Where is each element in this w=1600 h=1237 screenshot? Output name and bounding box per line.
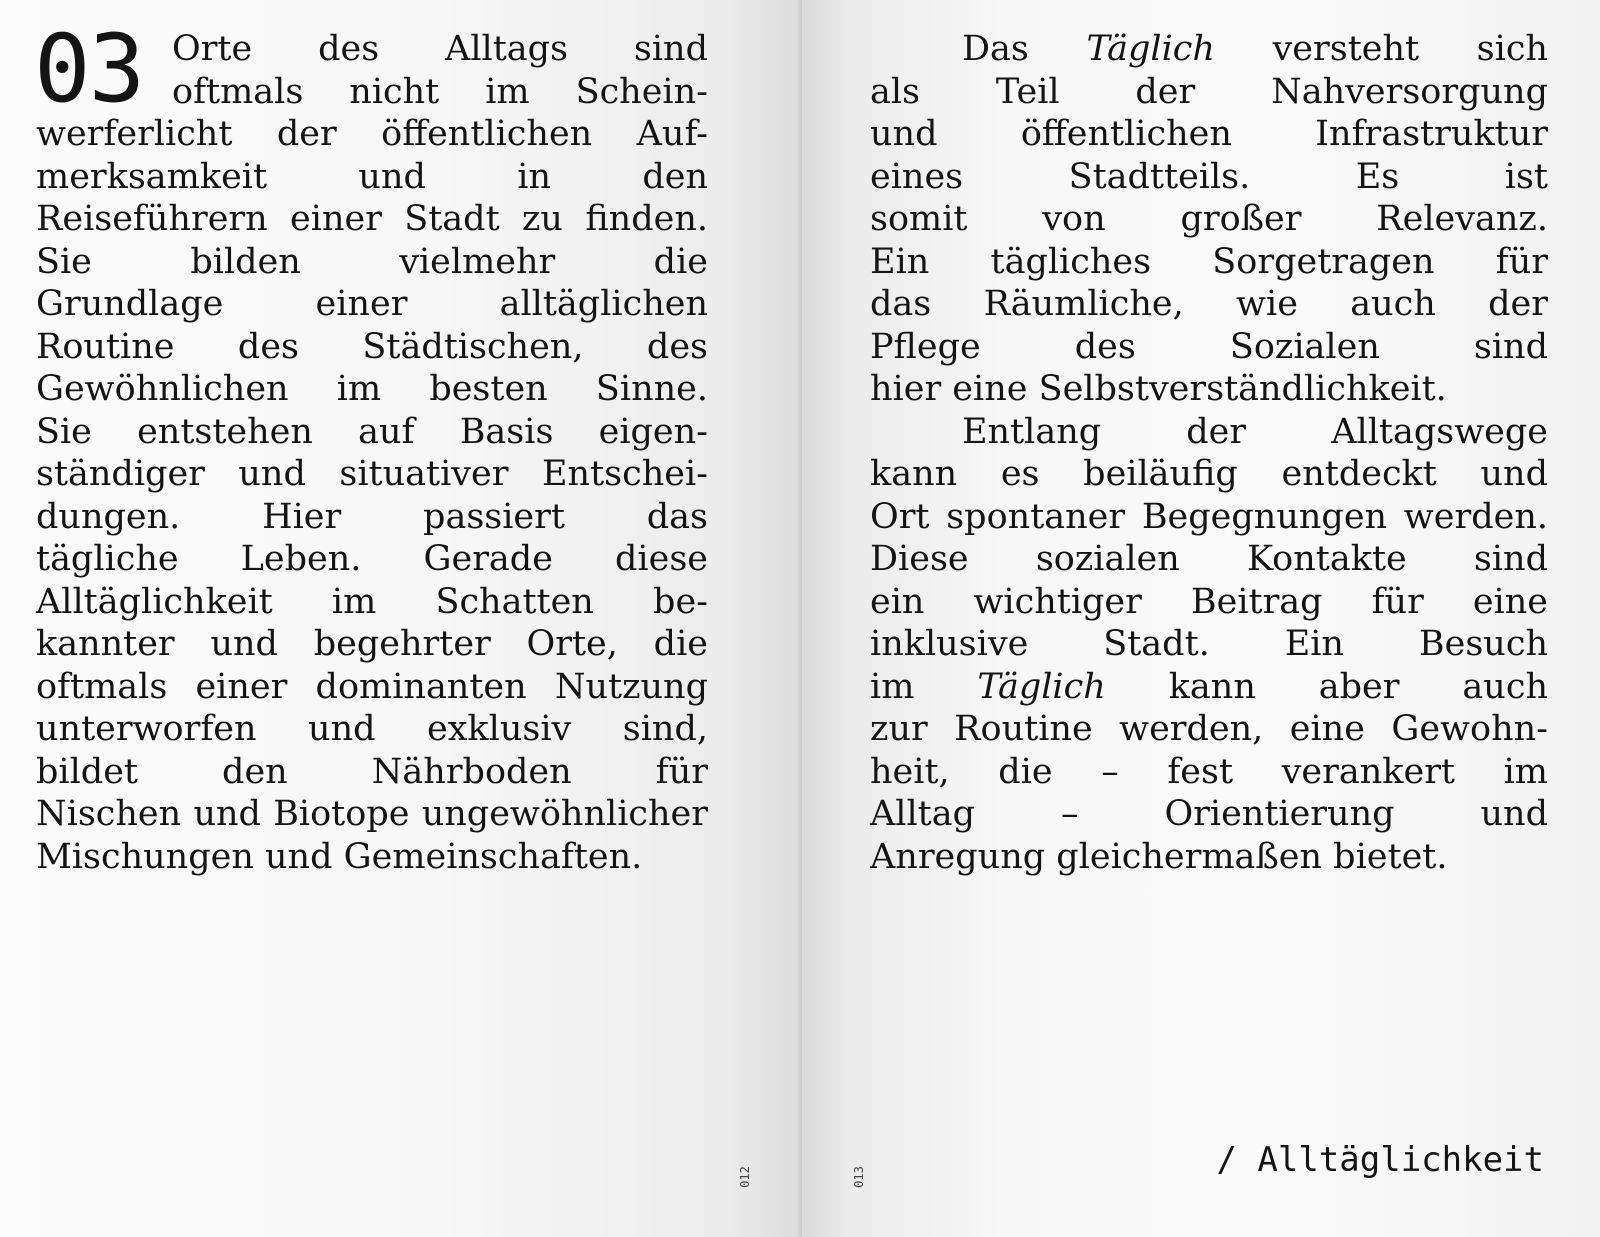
text-line: hier eine Selbstverständlichkeit. [870, 369, 1447, 409]
text-line: als Teil der Nahversorgung [870, 71, 1548, 112]
text-line: somit von großer Relevanz. [870, 199, 1548, 239]
word: kann aber auch [1168, 666, 1548, 707]
text-line: das Räumliche, wie auch der [870, 284, 1548, 324]
right-body-text [870, 28, 1548, 878]
page-number-left: 012 [738, 1166, 752, 1188]
text-line: Alltag – Orientierung und [870, 794, 1548, 834]
text-line: ein wichtiger Beitrag für eine [870, 581, 1548, 622]
text-line: Orte des Alltags sind [172, 29, 708, 69]
text-line: heit, die – fest verankert im [870, 751, 1548, 792]
text-line: Ort spontaner Begegnungen werden. [870, 496, 1548, 537]
word: versteht sich [1272, 29, 1548, 69]
text-line: zur Routine werden, eine Gewohn- [870, 709, 1548, 749]
text-line: Reiseführern einer Stadt zu finden. [36, 199, 708, 239]
text-line: Diese sozialen Kontakte sind [870, 539, 1548, 579]
text-line: kann es beiläufig entdeckt und [870, 454, 1548, 494]
text-line: oftmals einer dominanten Nutzung [36, 666, 708, 707]
italic-title: Täglich [1086, 29, 1215, 69]
text-line: tägliche Leben. Gerade diese [36, 539, 708, 579]
text-line: ständiger und situativer Entschei- [36, 454, 708, 494]
text-line: Sie bilden vielmehr die [36, 241, 708, 282]
text-line: bildet den Nährboden für [36, 751, 708, 792]
section-title: / Alltäglichkeit [1216, 1140, 1544, 1180]
text-line: unterworfen und exklusiv sind, [36, 709, 708, 749]
text-line: oftmals nicht im Schein- [172, 71, 708, 112]
left-body-text [36, 28, 708, 878]
page-number-right: 013 [852, 1166, 866, 1188]
text-line: merksamkeit und in den [36, 156, 708, 197]
italic-title: Täglich [977, 666, 1106, 707]
text-line: Grundlage einer alltäglichen [36, 284, 708, 324]
text-line [870, 28, 1548, 71]
text-line: Entlang der Alltagswege [962, 411, 1548, 452]
word: im [870, 666, 915, 707]
text-line: Gewöhnlichen im besten Sinne. [36, 369, 708, 409]
text-line: Alltäglichkeit im Schatten be- [36, 581, 708, 622]
text-line: Nischen und Biotope ungewöhnlicher [36, 794, 708, 834]
text-line: kannter und begehrter Orte, die [36, 624, 708, 664]
chapter-number: 03 [34, 15, 144, 124]
text-line: dungen. Hier passiert das [36, 496, 708, 537]
text-line [870, 666, 1548, 709]
text-line: Routine des Städtischen, des [36, 326, 708, 367]
word: Das [962, 29, 1029, 69]
text-line: und öffentlichen Infrastruktur [870, 114, 1548, 154]
text-line: Pflege des Sozialen sind [870, 326, 1548, 367]
text-line: Ein tägliches Sorgetragen für [870, 241, 1548, 282]
text-line: Anregung gleichermaßen bietet. [870, 836, 1448, 877]
text-line: inklusive Stadt. Ein Besuch [870, 624, 1548, 664]
text-line: Mischungen und Gemeinschaften. [36, 836, 643, 877]
text-line: eines Stadtteils. Es ist [870, 156, 1548, 197]
text-line: Sie entstehen auf Basis eigen- [36, 411, 708, 452]
right-page [802, 0, 1600, 1237]
text-line: werferlicht der öffentlichen Auf- [36, 114, 708, 154]
